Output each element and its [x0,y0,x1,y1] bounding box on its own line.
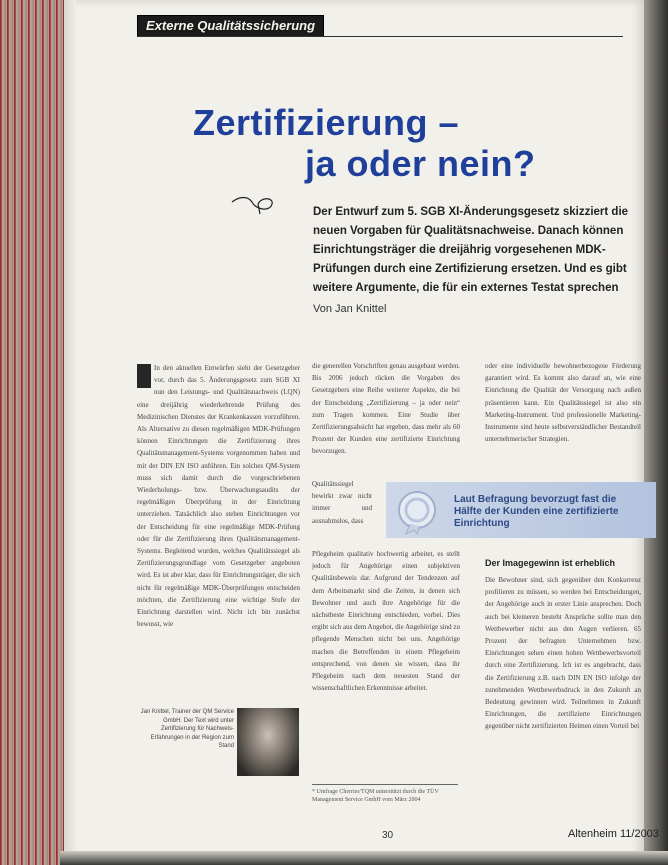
drop-cap [137,364,151,388]
section-label: Externe Qualitätssicherung [137,15,324,37]
pen-mark-icon [230,192,280,216]
body-column-2-wrap: Qualitätssiegel bewirkt zwar nicht immer und ausnahmslos, dass [312,480,372,525]
body-column-2-cont: Pflegeheim qualitativ hochwertig arbeitet, es stellt jedoch für Angehörige einen subjektiven Qualitätsbeweis dar. Aufgrund der Tendenzen auf dem Arbeitsmarkt sind die Zeiten, in denen sich Bewohner und auch ihre Angehörige für die nächstbeste Einrichtung entschieden, vorbei. Dies ergibt sich aus dem Angebot, die Angehörige sind zu pflegende Menschen nicht bei uns. Angehörige machen die Betreffenden in einem Pflegeheim entsprechend, von denen sie wissen, dass ihr Pflegeheim nach dem neuesten Stand der wissenschaftlichen Erkenntnisse arbeitet. [312,550,460,693]
footnote: * Umfrage Cherrier/TQM unterstützt durch die TÜV Management Service GmbH vom März 2004 [312,789,439,803]
subheading: Der Imagegewinn ist erheblich [485,558,616,568]
body-column-2: die generellen Vorschriften genau ausgebaut werden. Bis 2006 jedoch rücken die Vorgaben des Gesetzgebers eine Reihe weiterer Aspekte, die bei der Entscheidung „Zertifizierung – ja oder nein“ zum Tragen kommen. Eine Studie über Zertifizierungsabsicht hat ergeben, dass mehr als 60 Prozent der Kunden eine zertifizierte Einrichtung bevorzugen. [312,362,460,456]
page-stack-edges [0,0,70,865]
body-column-1 [137,362,300,678]
lead-paragraph: Der Entwurf zum 5. SGB XI-Änderungsgesetz skizziert die neuen Vorgaben für Qualitätsnachweise. Danach können Einrichtungsträger die dreijährig vorgesehenen MDK-Prüfungen durch eine Zertifizierung ersetzen. Und es gibt weitere Argumente, die für ein externes Testat sprechen [313,206,629,294]
right-shadow [644,0,668,865]
title-line-2: ja oder nein? [305,143,536,184]
page-number: 30 [382,830,394,841]
body-column-3-cont: Die Bewohner sind, sich gegenüber den Konkurrenz profilieren zu müssen, so werden bei Entscheidungen, der Angehörige auch in erster Linie ansprechen. Doch auch bei kleineren besteht Ansprüche sollte man den Wettbewerber nicht aus den Augen verlieren. 65 Prozent der befragten Unternehmen bzw. Einrichtungen sehen einen hohen Wettbewerbsvorteil durch eine Zertifizierung. Ich ist es angebracht, dass die Zertifizierung z.B. nach DIN EN ISO infolge der zunehmenden Wettbewerbsdruck in den Zukunft an Bedeutung gewinnen wird. Teilnehmen in Zukunft Einrichtungen, die zertifizierte Einrichtungen gegenüber nicht zertifizierten Heimen einen Vorteil bei [485,576,641,731]
header-rule [137,36,623,37]
bottom-shadow [60,851,668,865]
footnote-rule [312,784,458,785]
title-line-1: Zertifizierung – [193,102,460,143]
journal-issue: Altenheim 11/2003 [568,828,659,840]
pull-quote-text: Laut Befragung bevorzugt fast die Hälfte der Kunden eine zertifizierte Einrichtung [454,494,619,529]
photo-caption: Jan Knittel, Trainer der QM Service GmbH. Der Text wird unter Zertifizierung für Nachweis-Erfahrungen in der Region zum Stand [140,709,234,749]
seal-icon [392,486,442,536]
body-column-3: oder eine individuelle bewohnerbezogene Förderung garantiert wird. Es kommt also darauf an, wie eine Einrichtung die Qualität der Versorgung nach außen präsentieren kann. Ein Qualitätssiegel ist also ein Marketing-Instrument. Und professionelle Marketing-Instrumente sind heute selbstverständlicher Bestandteil unternehmerischer Strategien. [485,362,641,444]
byline: Von Jan Knittel [313,303,387,315]
author-photo [237,708,299,776]
body-text: In den aktuellen Entwürfen sieht der Gesetzgeber vor, durch das 5. Änderungsgesetz zum SGB XI nun den Leistungs- und Qualitätsnachweis (LQN) eine dreijährig wiederkehrende Prüfung des Medizinischen Dienstes der Krankenkassen vorzuführen. Als Alternative zu diesen regelmäßigen MDK-Prüfungen können Einrichtungen die Zertifizierung ihres Qualitätsmanagement-Systems vorgenommen haben und mit der DIN EN ISO anführen. Ein solches QM-System muss sich damit durch die vorgeschriebenen Wiederholungs- bzw. Überwachungsaudits der regelmäßigen Überprüfung in der Einrichtung unterziehen. Tatsächlich also stehen Einrichtungen vor der Entscheidung für eine regelmäßige MDK-Prüfung oder für die Zertifizierung ihres Qualitätsmanagement-Systems. Begleitend wurden, welches Qualitätssiegel als Zertifizierungsgrundlage vom Gesetzgeber angeboten wird. Es ist aber klar, dass für Einrichtungsträger, die sich nicht für regelmäßige MDK-Überprüfungen entscheiden möchten, die Zertifizierung eine wichtige Stufe der Einrichtung darstellen wird. Nicht ich bin zunächst bewusst, wie [137,364,300,629]
